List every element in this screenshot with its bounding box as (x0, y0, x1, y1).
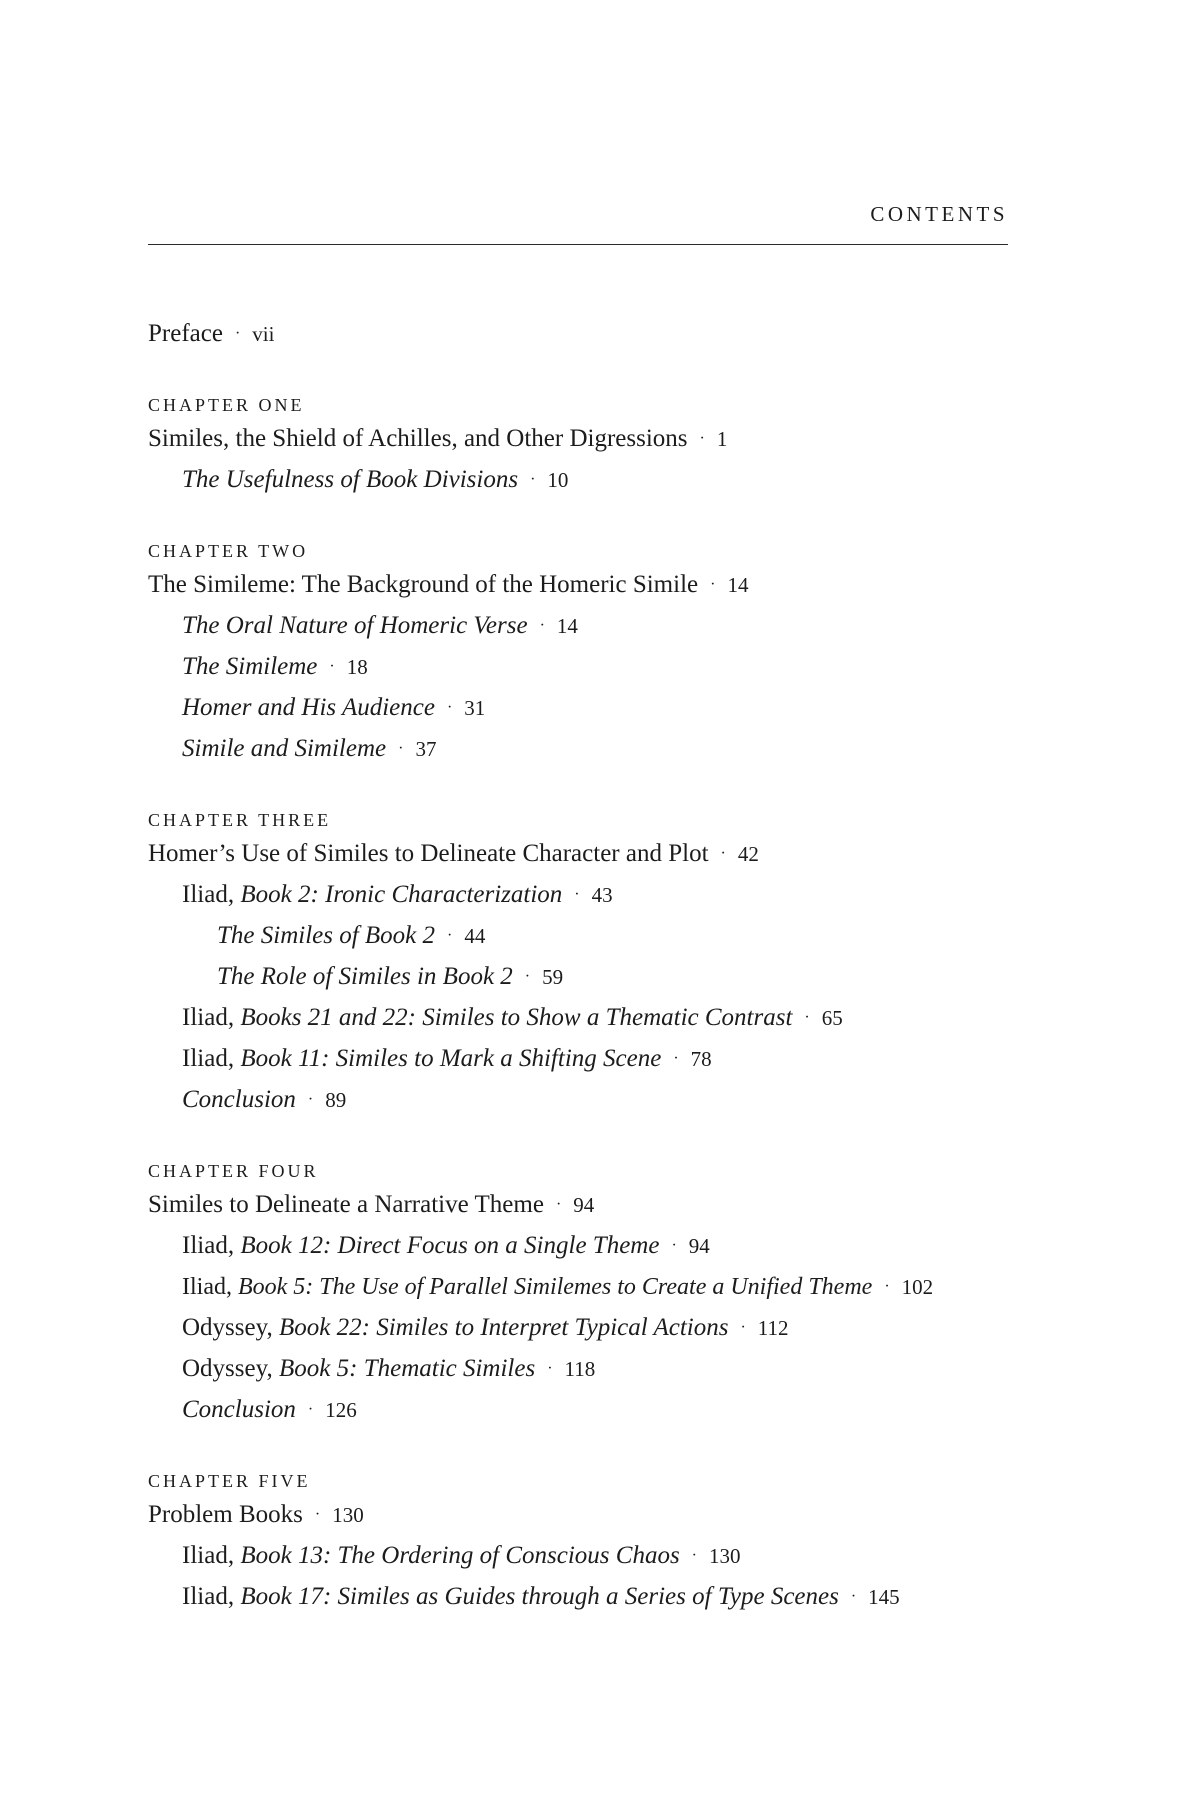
page-number: 59 (542, 965, 564, 989)
separator-dot: · (574, 886, 580, 903)
entry-title: Conclusion (182, 1396, 296, 1423)
separator-dot: · (307, 1401, 314, 1418)
toc-entry-section[interactable] (148, 1578, 1018, 1619)
toc-entry-subsection[interactable] (148, 958, 1018, 999)
toc-entry-section[interactable] (148, 1350, 1018, 1391)
entry-prefix: Odyssey, (182, 1314, 273, 1341)
entry-title: Books 21 and 22: Similes to Show a Thematic Contrast (240, 1004, 793, 1031)
chapter-block (148, 390, 1018, 502)
toc-entry-section[interactable] (148, 1081, 1018, 1122)
page-number: 65 (821, 1006, 843, 1030)
entry-title: Book 13: The Ordering of Conscious Chaos (240, 1542, 680, 1569)
page-number: 130 (709, 1544, 741, 1568)
header-rule (148, 244, 1008, 245)
toc-entry-subsection[interactable] (148, 917, 1018, 958)
entry-prefix: Odyssey, (182, 1355, 273, 1382)
entry-title: Preface (148, 320, 223, 347)
entry-title: Book 5: The Use of Parallel Similemes to Create a Unified Theme (237, 1274, 873, 1300)
toc-entry-chapter[interactable] (148, 420, 1018, 461)
entry-title: Book 12: Direct Focus on a Single Theme (240, 1232, 660, 1259)
entry-title: The Simileme (182, 653, 318, 680)
entry-prefix: Iliad, (182, 1045, 235, 1072)
separator-dot: · (673, 1050, 679, 1067)
page-number: 102 (901, 1275, 934, 1299)
separator-dot: · (547, 1360, 553, 1377)
chapter-block (148, 536, 1018, 771)
separator-dot: · (850, 1588, 857, 1605)
table-of-contents (148, 315, 1018, 1619)
entry-title: Book 11: Similes to Mark a Shifting Scene (240, 1045, 662, 1072)
separator-dot: · (804, 1009, 810, 1026)
separator-dot: · (329, 658, 335, 675)
toc-entry-section[interactable] (148, 999, 1018, 1040)
page-number: 94 (573, 1193, 595, 1217)
toc-entry-section[interactable] (148, 1309, 1018, 1350)
entry-title: Book 2: Ironic Characterization (240, 881, 563, 908)
chapter-block (148, 805, 1018, 1122)
page-number: 18 (346, 655, 368, 679)
entry-title: Book 22: Similes to Interpret Typical Actions (279, 1314, 729, 1341)
page-number: 14 (556, 614, 578, 638)
running-head: CONTENTS (870, 202, 1008, 226)
page-number: 126 (325, 1398, 357, 1422)
toc-entry-section[interactable] (148, 648, 1018, 689)
separator-dot: · (234, 325, 241, 342)
toc-entry-chapter[interactable] (148, 1496, 1018, 1537)
separator-dot: · (720, 845, 726, 862)
toc-entry-section[interactable] (148, 730, 1018, 771)
page-number: 1 (716, 427, 728, 451)
chapter-block (148, 1156, 1018, 1432)
page-number: 10 (547, 468, 569, 492)
entry-title: The Simileme: The Background of the Homeric Simile (148, 571, 699, 598)
entry-prefix: Iliad, (182, 1232, 235, 1259)
toc-entry-chapter[interactable] (148, 835, 1018, 876)
entry-title: Homer’s Use of Similes to Delineate Character and Plot (148, 840, 709, 867)
toc-entry-section[interactable] (148, 876, 1018, 917)
page-number: 112 (757, 1316, 789, 1340)
toc-entry-chapter[interactable] (148, 1186, 1018, 1227)
entry-prefix: Iliad, (182, 1004, 235, 1031)
entry-title: Conclusion (182, 1086, 296, 1113)
page-number: 44 (464, 924, 486, 948)
entry-prefix: Iliad, (182, 1542, 235, 1569)
separator-dot: · (307, 1091, 314, 1108)
entry-title: Similes to Delineate a Narrative Theme (148, 1191, 544, 1218)
separator-dot: · (530, 471, 536, 488)
separator-dot: · (710, 576, 716, 593)
toc-entry-section[interactable] (148, 1391, 1018, 1432)
separator-dot: · (884, 1278, 890, 1295)
separator-dot: · (699, 430, 705, 447)
separator-dot: · (539, 617, 545, 634)
toc-entry-section[interactable] (148, 1537, 1018, 1578)
page-number: 145 (868, 1585, 900, 1609)
page-number: 37 (415, 737, 437, 761)
entry-title: Homer and His Audience (182, 694, 435, 721)
entry-title: Similes, the Shield of Achilles, and Other Digressions (148, 425, 688, 452)
chapter-label: CHAPTER ONE (148, 395, 305, 415)
entry-title: Simile and Simileme (182, 735, 387, 762)
separator-dot: · (447, 927, 453, 944)
toc-entry-section[interactable] (148, 607, 1018, 648)
entry-title: The Similes of Book 2 (217, 922, 436, 949)
page-number: 14 (727, 573, 749, 597)
separator-dot: · (314, 1506, 321, 1523)
toc-entry-section[interactable] (148, 1227, 1018, 1268)
page-number: 89 (325, 1088, 347, 1112)
entry-title: The Oral Nature of Homeric Verse (182, 612, 528, 639)
separator-dot: · (446, 699, 453, 716)
entry-title: The Role of Similes in Book 2 (217, 963, 513, 990)
page-number: 43 (591, 883, 613, 907)
page-number: 130 (332, 1503, 364, 1527)
separator-dot: · (555, 1196, 562, 1213)
page-number: 31 (464, 696, 486, 720)
entry-prefix: Iliad, (182, 1274, 232, 1300)
entry-prefix: Iliad, (182, 1583, 235, 1610)
chapter-label: CHAPTER FOUR (148, 1161, 319, 1181)
entry-title: Book 5: Thematic Similes (279, 1355, 536, 1382)
page-number: vii (252, 322, 275, 346)
chapter-label: CHAPTER FIVE (148, 1471, 311, 1491)
separator-dot: · (691, 1547, 697, 1564)
page-number: 78 (690, 1047, 712, 1071)
page-number: 118 (564, 1357, 596, 1381)
toc-entry-section[interactable] (148, 689, 1018, 730)
entry-prefix: Iliad, (182, 881, 235, 908)
toc-entry-preface[interactable] (148, 315, 1018, 356)
page-number: 42 (737, 842, 759, 866)
separator-dot: · (398, 740, 404, 757)
separator-dot: · (740, 1319, 746, 1336)
chapter-label: CHAPTER THREE (148, 810, 332, 830)
separator-dot: · (671, 1237, 677, 1254)
entry-title: Book 17: Similes as Guides through a Series of Type Scenes (240, 1583, 839, 1610)
toc-entry-section[interactable] (148, 1040, 1018, 1081)
separator-dot: · (524, 968, 531, 985)
toc-entry-section[interactable] (148, 1268, 1018, 1309)
entry-title: The Usefulness of Book Divisions (182, 466, 519, 493)
toc-entry-chapter[interactable] (148, 566, 1018, 607)
chapter-block (148, 1466, 1018, 1619)
toc-entry-section[interactable] (148, 461, 1018, 502)
entry-title: Problem Books (148, 1501, 303, 1528)
chapter-label: CHAPTER TWO (148, 541, 309, 561)
page-number: 94 (688, 1234, 710, 1258)
